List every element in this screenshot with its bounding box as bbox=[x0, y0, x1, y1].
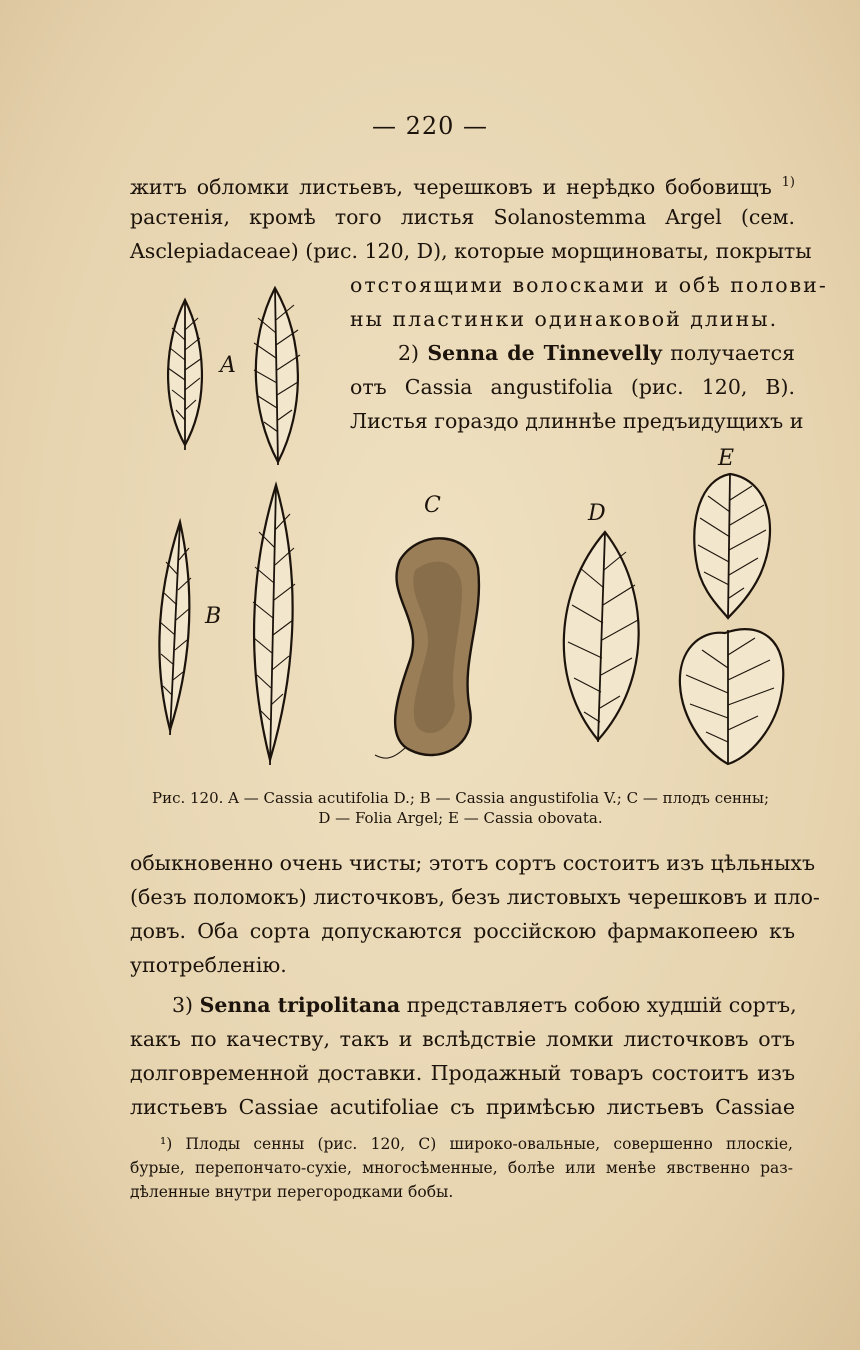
figure-label-e: E bbox=[718, 446, 735, 471]
section-heading-line: 2) Senna de Tinnevelly получается bbox=[398, 341, 795, 365]
text-line: довъ. Оба сорта допускаются россійскою фармакопеею къ bbox=[130, 919, 795, 943]
footnote-line: ¹) Плоды сенны (рис. 120, C) широко-овальные, совершенно плоскіе, bbox=[160, 1135, 793, 1153]
text-line: отъ Cassia angustifolia (рис. 120, B). bbox=[350, 375, 795, 399]
text-line: Листья гораздо длиннѣе предъидущихъ и bbox=[350, 409, 804, 433]
leaf-e2-illustration bbox=[680, 629, 783, 764]
text-line: житъ обломки листьевъ, черешковъ и нерѣдко бобовищъ $^{1)}$ bbox=[130, 174, 795, 199]
figure-label-b: B bbox=[205, 604, 222, 629]
text-line: ны пластинки одинаковой длины. bbox=[350, 307, 779, 331]
text-line: употребленію. bbox=[130, 953, 287, 977]
figure-caption-line: Рис. 120. A — Cassia acutifolia D.; B — Cassia angustifolia V.; C — плодъ сенны; bbox=[151, 789, 770, 807]
text-line: долговременной доставки. Продажный товаръ состоитъ изъ bbox=[130, 1061, 795, 1085]
figure-label-d: D bbox=[588, 501, 606, 526]
footnote-line: дѣленные внутри перегородками бобы. bbox=[130, 1183, 454, 1201]
section-heading: Senna tripolitana bbox=[199, 993, 401, 1017]
leaf-e1-illustration bbox=[694, 474, 770, 618]
footnote-line: бурые, перепончато-сухіе, многосѣменные, болѣе или менѣе явственно раз- bbox=[130, 1159, 793, 1177]
page-number: — 220 — bbox=[371, 112, 489, 140]
leaf-d-illustration bbox=[564, 532, 639, 742]
figure-label-c: C bbox=[424, 493, 441, 518]
leaf-b2-illustration bbox=[253, 485, 295, 765]
text-line: Asclepiadaceae) (рис. 120, D), которые морщиноваты, покрыты bbox=[130, 239, 812, 263]
figure-caption-line: D — Folia Argel; E — Cassia obovata. bbox=[318, 809, 603, 827]
text-line: какъ по качеству, такъ и вслѣдствіе ломки листочковъ отъ bbox=[130, 1027, 795, 1051]
text-line: отстоящими волосками и обѣ полови- bbox=[350, 273, 828, 297]
seed-pod-illustration bbox=[375, 538, 479, 758]
text-line: листьевъ Cassiae acutifoliae съ примѣсью листьевъ Cassiae bbox=[130, 1095, 795, 1119]
section-heading: Senna de Tinnevelly bbox=[427, 341, 662, 365]
leaf-b1-illustration bbox=[159, 522, 191, 735]
text-line: растенія, кромѣ того листья Solanostemma Argel (сем. bbox=[130, 205, 795, 229]
leaf-a1-illustration bbox=[168, 300, 202, 450]
leaf-a2-illustration bbox=[254, 288, 300, 465]
footnote-marker: 1) bbox=[781, 175, 795, 190]
text-line: обыкновенно очень чисты; этотъ сортъ состоитъ изъ цѣльныхъ bbox=[130, 851, 815, 875]
figure-label-a: A bbox=[220, 353, 236, 378]
text-line: (безъ поломокъ) листочковъ, безъ листовыхъ черешковъ и пло- bbox=[130, 885, 820, 909]
section-heading-line: 3) Senna tripolitana представляетъ собою худшій сортъ, bbox=[172, 993, 797, 1017]
